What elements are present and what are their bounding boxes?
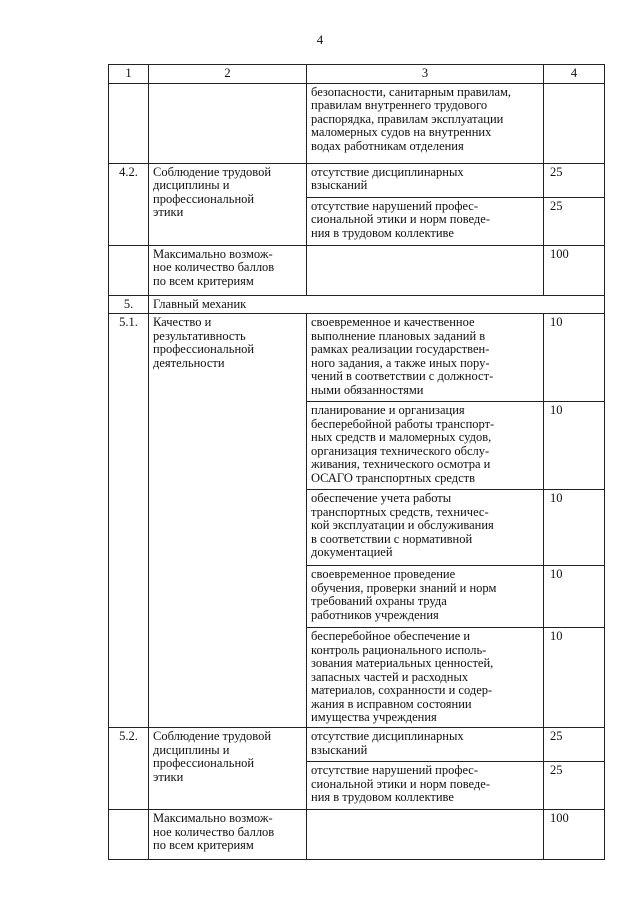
points-value: 25 xyxy=(544,197,605,245)
table-row xyxy=(109,83,605,163)
section-name: Соблюдение трудовой дисциплины и профессиональной этики xyxy=(153,164,272,219)
points-value: 10 xyxy=(544,628,605,728)
max-score-label: Максимально возмож- ное количество баллов по всем критериям xyxy=(153,811,275,852)
criterion-text: обеспечение учета работы транспортных средств, техничес- кой эксплуатации и обслуживания в соответствии с нормативной документацией xyxy=(311,491,494,559)
page-number: 4 xyxy=(316,32,324,47)
section-name: Качество и результативность профессиональной деятельности xyxy=(153,315,255,370)
points-value: 25 xyxy=(544,163,605,197)
section-number: 5.2. xyxy=(109,728,149,810)
points-value: 25 xyxy=(544,728,605,762)
criteria-table xyxy=(108,64,605,860)
section-title: Главный механик xyxy=(149,295,605,314)
header-col-1: 1 xyxy=(109,65,149,84)
max-score-value: 100 xyxy=(544,245,605,295)
section-number: 4.2. xyxy=(109,163,149,245)
max-score-label: Максимально возмож- ное количество баллов по всем критериям xyxy=(153,246,275,288)
criterion-text: отсутствие нарушений профес- сиональной этики и норм поведе- ния в трудовом коллективе xyxy=(311,198,491,240)
points-value: 10 xyxy=(544,402,605,490)
criterion-text: бесперебойное обеспечение и контроль рационального исполь- зования материальных ценностей, запасных частей и расходных материалов, сохранности и содер- жания в исправном состоянии имущества учреждения xyxy=(311,629,494,724)
section-number: 5. xyxy=(109,295,149,314)
table-header-row xyxy=(109,65,605,84)
table-row xyxy=(109,728,605,762)
table-row xyxy=(109,810,605,860)
table-row xyxy=(109,163,605,197)
criterion-text: безопасности, санитарным правилам, правилам внутреннего трудового распорядка, правилам эксплуатации маломерных судов на внутренних водах работникам отделения xyxy=(311,84,512,153)
header-col-4: 4 xyxy=(544,65,605,84)
table-row xyxy=(109,295,605,314)
section-number: 5.1. xyxy=(109,314,149,728)
points-value: 10 xyxy=(544,314,605,402)
criterion-text: своевременное и качественное выполнение плановых заданий в рамках реализации государствен- ного задания, а также иных пору- чений в соответствии с должност- ными обязанностями xyxy=(311,315,494,397)
criterion-text: своевременное проведение обучения, проверки знаний и норм требований охраны труда работников учреждения xyxy=(311,567,497,622)
criterion-text: отсутствие дисциплинарных взысканий xyxy=(311,164,464,192)
criterion-text: отсутствие дисциплинарных взысканий xyxy=(311,729,464,757)
criterion-text: планирование и организация бесперебойной работы транспорт- ных средств и маломерных судов, организация технического обслу- живания, технического осмотра и ОСАГО транспортных средств xyxy=(311,403,495,485)
section-name: Соблюдение трудовой дисциплины и профессиональной этики xyxy=(153,729,272,784)
criterion-text: отсутствие нарушений профес- сиональной этики и норм поведе- ния в трудовом коллективе xyxy=(311,763,491,804)
points-value: 10 xyxy=(544,566,605,628)
points-value: 25 xyxy=(544,762,605,810)
table-row xyxy=(109,245,605,295)
max-score-value: 100 xyxy=(544,810,605,860)
table-row xyxy=(109,314,605,402)
points-value: 10 xyxy=(544,490,605,566)
header-col-3: 3 xyxy=(307,65,544,84)
header-col-2: 2 xyxy=(149,65,307,84)
